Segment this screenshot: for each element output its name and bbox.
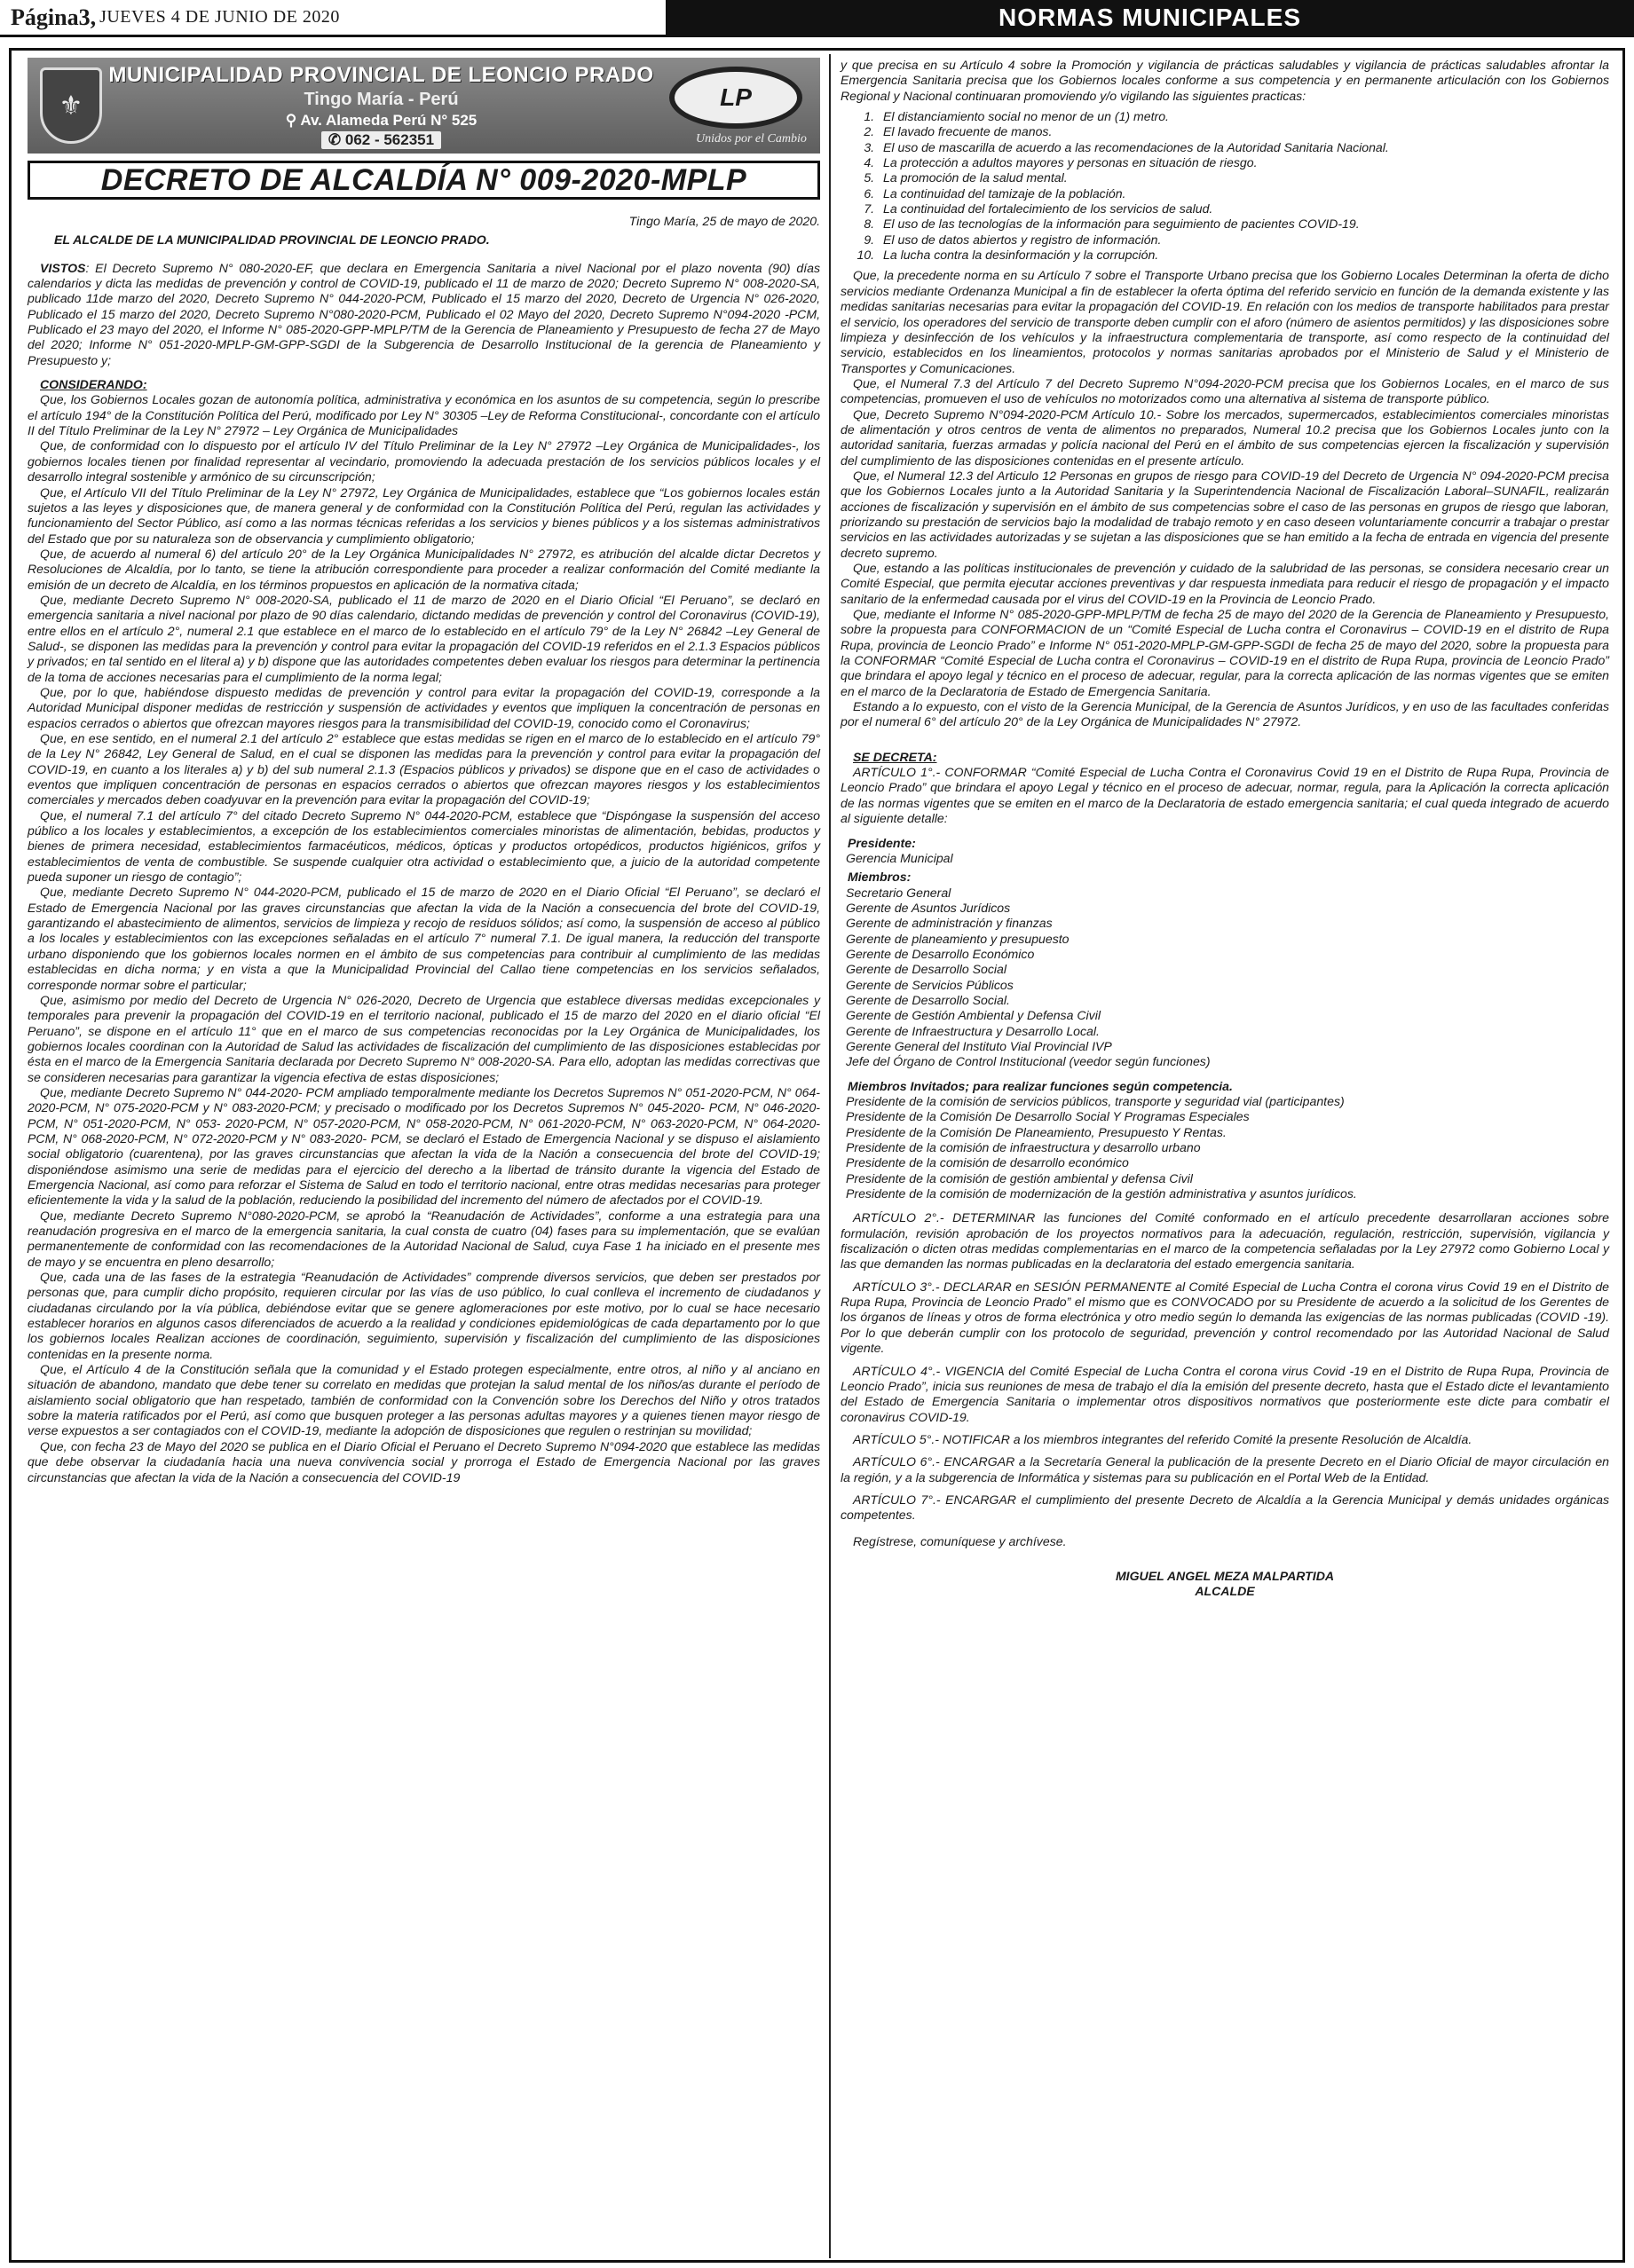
invitado-item: Presidente de la comisión de servicios públicos, transporte y seguridad vial (participantes) — [846, 1094, 1345, 1108]
miembros-heading: Miembros: — [848, 870, 912, 885]
considerando-paragraph: Que, el Numeral 12.3 del Articulo 12 Personas en grupos de riesgo para COVID-19 del Decreto de Urgencia N° 094-2020-PCM precisa que los Gobiernos Locales junto a la Autoridad Sanitaria y la Superintendencia Nacional de Fiscalización Laboral–SUNAFIL, realizarán acciones de fiscalización y supervisión en el ámbito de sus competencias sobre el caso de las personas en grupos de riesgo que laboran, priorizando su prestación de servicios bajo la modalidad de trabajo remoto y en caso deseen voluntariamente concurrir a trabajar o prestar servicios en las actividades autorizadas y se sujetan a las disposiciones que se han emitido a la fecha de entrada en vigencia del presente decreto supremo. — [841, 468, 1609, 560]
miembro-item: Gerente de Desarrollo Social — [846, 962, 1006, 977]
signature-block — [841, 1569, 1609, 1600]
miembro-item: Gerente de Asuntos Jurídicos — [846, 900, 1011, 915]
lp-logo-ring: LP — [669, 67, 802, 129]
practice-item: 7. La continuidad del fortalecimiento de los servicios de salud. — [878, 201, 1609, 217]
miembro-item: Jefe del Órgano de Control Institucional (veedor según funciones) — [846, 1054, 1211, 1069]
practice-item: 10. La lucha contra la desinformación y la corrupción. — [878, 248, 1609, 263]
presidente-value — [841, 851, 1609, 866]
presidente-heading: Presidente: — [848, 835, 916, 850]
miembro-item: Gerente de administración y finanzas — [846, 916, 1053, 931]
miembro-item: Secretario General — [846, 885, 951, 900]
article-item: ARTÍCULO 7°.- ENCARGAR el cumplimiento del presente Decreto de Alcaldía a la Gerencia Municipal y demás unidades orgánicas competentes. — [841, 1492, 1609, 1523]
practice-item: 1. El distanciamiento social no menor de un (1) metro. — [878, 109, 1609, 124]
considerando-paragraph: Que, estando a las políticas institucionales de prevención y cuidado de la salubridad de las personas, se considera necesario crear un Comité Especial, que permita ejecutar acciones preventivas y dar respuesta inmediata para reducir el riesgo de propagación y el impacto sanitario de la enfermedad causada por el virus del COVID-19 en la Provincia de Leoncio Prado. — [841, 561, 1609, 606]
column-divider — [829, 54, 831, 2258]
banner-title: MUNICIPALIDAD PROVINCIAL DE LEONCIO PRADO — [108, 62, 654, 87]
miembro-item: Gerente de Desarrollo Social. — [846, 992, 1010, 1007]
decree-title: DECRETO DE ALCALDÍA N° 009-2020-MPLP — [28, 161, 820, 200]
considerando-paragraph: Que, la precedente norma en su Artículo 7 sobre el Transporte Urbano precisa que los Gobierno Locales Determinan la oferta de dicho servicios mediante Ordenanza Municipal a fin de establecer la oferta óptima del referido servicio en función de la demanda existente y las medidas sanitarias necesarias para evitar la propagación del COVID-19. En relación con los medios de transporte habilitados para prestar el servicio, los operadores del servicio de transporte deben cumplir con el aforo (número de asientos permitidos) y las disposiciones sobre limpieza y desinfección de los vehículos y la infraestructura complementaria de transporte, así como respecto de la continuidad del servicio, establecidos en los lineamientos, protocolos y normas sanitarias aprobados por el Ministerio de Salud y el Ministerio de Transportes y Comunicaciones. — [841, 268, 1609, 375]
article-1: ARTÍCULO 1°.- CONFORMAR “Comité Especial de Lucha Contra el Coronavirus Covid 19 en el Distrito de Rupa Rupa, Provincia de Leoncio Prado” que brindara el apoyo Legal y técnico en el proceso de adecuar, normar, regula, para la Aplicación la correcta aplicación de las normas vigentes que se emiten en el marco de la Declaratoria de estado emergencia sanitaria; el cual queda integrado de acuerdo al siguiente detalle: — [841, 765, 1609, 826]
considerando-paragraph: Que, por lo que, habiéndose dispuesto medidas de prevención y control para evitar la propagación del COVID-19, corresponde a la Autoridad Municipal disponer medidas de restricción y suspensión de actividades y eventos que impliquen la concentración de personas en espacios cerrados o abiertos que ofrezcan mayores riesgos para la transmisibilidad del COVID-19, conocido como el Coronavirus; — [28, 684, 820, 730]
considerando-paragraph: Que, con fecha 23 de Mayo del 2020 se publica en el Diario Oficial el Peruano el Decreto Supremo N°094-2020 que establece las medidas que debe observar la ciudadanía hacia una nueva convivencia social y prorroga el Estado de Emergencia Nacional por las graves circunstancias que afectan la vida de la Nación a consecuencia del COVID-19 — [28, 1438, 820, 1484]
invitado-item: Presidente de la comisión de gestión ambiental y defensa Civil — [846, 1170, 1193, 1185]
considerando-paragraph: Que, cada una de las fases de la estrategia “Reanudación de Actividades” comprende diversos servicios, que deben ser prestados por personas que, para cumplir dicho propósito, requieren circular por las vías de uso público, lo cual conlleva el incremento de ciudadanos y ciudadanas circulando por la vía pública, debiéndose evitar que se genere aglomeraciones por este motivo, por lo cual se hace necesario establecer horarios en algunos casos diferenciados de acuerdo a la realidad y condiciones epidemiológicas de cada departamento por lo que los gobiernos locales Realizan acciones de coordinación, seguimiento, supervisión y fiscalización del cumplimiento de las disposiciones contenidas en la presente norma. — [28, 1270, 820, 1361]
article-item: ARTÍCULO 3°.- DECLARAR en SESIÓN PERMANENTE al Comité Especial de Lucha Contra el corona virus Covid 19 en el Distrito de Rupa Rupa, Provincia de Leoncio Prado” el mismo que es CONVOCADO por su Presidente de acuerdo a la solicitud de los Gerentes de los órganos de líneas y otros de forma electrónica y otro medio según lo demanda las exigencias de las normas publicadas (COVID -19). Por lo que deberán cumplir con los protocolo de seguridad, prevención y control recomendado por las Autoridad Nacional de Salud vigente. — [841, 1279, 1609, 1356]
considerando-paragraph: Que, de acuerdo al numeral 6) del artículo 20° de la Ley Orgánica Municipalidades N° 27972, es atribución del alcalde dictar Decretos y Resoluciones de Alcaldía, por lo tanto, se tiene la atribución correspondiente para proceder a realizar conformación del Comité mediante la emisión de un decreto de Alcaldía, en los términos propuestos en aplicación de la normativa citada; — [28, 546, 820, 592]
considerando-paragraph: Que, mediante Decreto Supremo N° 008-2020-SA, publicado el 11 de marzo de 2020 en el Diario Oficial “El Peruano”, se declaró en emergencia sanitaria a nivel nacional por plazo de 90 días calendario, dictando medidas de prevención y control del Coronavirus (COVID-19), entre ellos en el artículo 2°, numeral 2.1 que establece en el marco de lo establecido en el artículo 79° de la Ley N° 26842 –Ley General de Salud-, se disponen las medidas para la prevención y control para evitar la propagación del COVID-19 referidos en el 2.1.3 Espacios públicos y privados; en tal sentido en el literal a) y b) dispone que las autoridades competentes deben evaluar los riesgos para determinar la pertinencia de la toma de acciones necesarias para el cumplimiento de la norma legal; — [28, 592, 820, 684]
banner-text — [102, 63, 660, 149]
considerando-paragraph: Que, el Numeral 7.3 del Artículo 7 del Decreto Supremo N°094-2020-PCM precisa que los Gobiernos Locales, en el marco de sus competencias, promueven el uso de vehículos no motorizados como una alternativa al sistema de transporte público. — [841, 375, 1609, 406]
considerando-paragraph: Que, el numeral 7.1 del artículo 7° del citado Decreto Supremo N° 044-2020-PCM, establece que “Dispóngase la suspensión del acceso público a los locales y establecimientos, a excepción de los establecimientos comerciales minoristas de alimentación, bebidas, productos y bienes de primera necesidad, establecimientos farmacéuticos, médicos, ópticas y productos ortopédicos, productos higiénicos, grifos y establecimientos de venta de combustible. Se suspende cualquier otra actividad o establecimiento que, a juicio de la autoridad competente pueda suponer un riesgo de contagio”; — [28, 807, 820, 885]
closing-formula: Regístrese, comuníquese y archívese. — [853, 1533, 1067, 1548]
left-column — [28, 58, 820, 1485]
issuer-line: EL ALCALDE DE LA MUNICIPALIDAD PROVINCIAL DE LEONCIO PRADO. — [54, 232, 490, 248]
right-column — [841, 58, 1609, 1600]
articles-list — [841, 1210, 1609, 1523]
considerando-paragraph: Que, el Artículo 4 de la Constitución señala que la comunidad y el Estado protegen especialmente, entre otros, al niño y al anciano en situación de abandono, mandato que debe tener su correlato en medidas que protejan la salud mental de los niños/as durante el período de aislamiento social obligatorio que han respetado, también de conformidad con la Convención sobre los Derechos del Niño y otros tratados sobre la materia ratificados por el Perú, así como que busquen proteger a las personas adultas mayores y a quienes tienen mayor riesgo de verse expuestos a ser contagiados con el COVID-19, mediante la adopción de disposiciones que regulen o restrinjan su movilidad; — [28, 1362, 820, 1438]
banner-phone-text: 062 - 562351 — [344, 130, 435, 148]
considerando-paragraph: Que, el Artículo VII del Título Preliminar de la Ley N° 27972, Ley Orgánica de Municipalidades, establece que “Los gobiernos locales están sujetos a las leyes y disposiciones que, de manera general y de conformidad con la Constitución Política del Perú, regulan las actividades y funcionamiento del Sector Público, así como a las normas técnicas referidas a los servicios y bienes públicos y a los sistemas administrativos del Estado que por su naturaleza son de observancia y cumplimiento obligatorio; — [28, 484, 820, 546]
practices-list — [878, 109, 1609, 263]
considerando-paragraph: Que, en ese sentido, en el numeral 2.1 del artículo 2° establece que estas medidas se rigen en el marco de lo establecido en el artículo 79° de la Ley N° 26842, Ley General de Salud, en el cual se disponen las medidas para la prevención y control para evitar la propagación del COVID-19, en cuanto a los literales a) y b) del sub numeral 2.1.3 (Espacios públicos y privados) se dispone que en el caso de actividades o eventos que impliquen concentración de personas en espacios cerrados o abiertos que ofrezcan mayores riesgos y los establecimientos comerciales y mercados deben coadyuvar en la prevención para evitar la propagación del COVID-19; — [28, 731, 820, 807]
considerando-paragraphs — [28, 392, 820, 1484]
banner-phone — [321, 131, 441, 149]
vistos-paragraph — [28, 261, 820, 368]
practice-item: 3. El uso de mascarilla de acuerdo a las recomendaciones de la Autoridad Sanitaria Nacional. — [878, 140, 1609, 155]
invitados-heading: Miembros Invitados; para realizar funciones según competencia. — [848, 1078, 1233, 1093]
considerando-paragraph: Que, los Gobiernos Locales gozan de autonomía política, administrativa y económica en los asuntos de su competencia, según lo prescribe el artículo 194° de la Constitución Política del Perú, modificado por Ley N° 30305 –Ley de Reforma Constitucional-, concordante con el artículo II del Título Preliminar de la Ley N° 27972 – Ley Orgánica de Municipalidades — [28, 392, 820, 438]
invitado-item: Presidente de la comisión de modernización de la gestión administrativa y asuntos jurídicos. — [846, 1186, 1357, 1201]
page-number: Página3, — [11, 4, 97, 30]
vistos-text: : El Decreto Supremo N° 080-2020-EF, que declara en Emergencia Sanitaria a nivel Nacional por el plazo noventa (90) días calendarios y dicta las medidas de prevención y control de COVID-19, publicado el 11 de marzo de 2020; Decreto Supremo N° 008-2020-SA, publicado 11de marzo del 2020, Decreto Supremo N° 044-2020-PCM, Publicado el 15 marzo del 2020, Decreto de Urgencia N° 026-2020, Publicado el 15 marzo del 2020, Decreto Supremo N°080-2020-PCM, Publicado el 02 Mayo del 2020, Decreto Supremo N°094-2020 -PCM, Publicado el 23 mayo del 2020, el Informe N° 085-2020-GPP-MPLP/TM de la Gerencia de Planeamiento y Presupuesto de fecha 27 de Mayo del 2020; Informe N° 051-2020-MPLP-GM-GPP-SGDI de la Subgerencia de Desarrollo Institucional de la gerencia de Planeamiento y Presupuesto y; — [28, 260, 820, 367]
considerando-paragraph: Que, mediante Decreto Supremo N°080-2020-PCM, se aprobó la “Reanudación de Actividades”, conforme a una estrategia para una reanudación progresiva en el marco de la emergencia sanitaria, la cual consta de cuatro (04) fases para su implementación, que se evalúan permanentemente de conformidad con las recomendaciones de la Autoridad Nacional de Salud, cuya Fase 1 ha iniciado en el presente mes de mayo y se encuentra en pleno desarrollo; — [28, 1208, 820, 1269]
miembro-item: Gerente de planeamiento y presupuesto — [846, 931, 1070, 946]
considerando-paragraph: Que, Decreto Supremo N°094-2020-PCM Artículo 10.- Sobre los mercados, supermercados, establecimientos comerciales minoristas de alimentación y otros centros de venta de alimentos no preparados, Numeral 10.2 precisa que los Gobiernos Locales junto con la autoridad sanitaria, fuerzas armadas y policía nacional del Perú en el ámbito de sus competencias ejercen la fiscalización y supervisión del cumplimiento de las disposiciones contenidas en el presente artículo. — [841, 406, 1609, 468]
article-item: ARTÍCULO 6°.- ENCARGAR a la Secretaría General la publicación de la presente Decreto en el Diario Oficial de mayor circulación en la región, y a la subgerencia de Informática y sistemas para su publicación en el Portal Web de la Entidad. — [841, 1454, 1609, 1484]
right-paragraphs — [841, 268, 1609, 729]
practices-intro: y que precisa en su Artículo 4 sobre la Promoción y vigilancia de prácticas saludables y vigilancia de prácticas saludables afrontar la Emergencia Sanitaria precisa que los Gobiernos locales conforme a sus competencia y en permanente articulación con los Gobiernos Regional y Nacional continuaran promoviendo y/o vigilando las siguientes practicas: — [841, 58, 1609, 103]
invitado-item: Presidente de la comisión de desarrollo económico — [846, 1155, 1129, 1170]
invitado-item: Presidente de la comisión de infraestructura y desarrollo urbano — [846, 1140, 1201, 1155]
miembro-item: Gerente de Servicios Públicos — [846, 977, 1014, 992]
banner-city: Tingo María - Perú — [304, 89, 459, 109]
considerando-paragraph: Que, mediante Decreto Supremo N° 044-2020- PCM ampliado temporalmente mediante los Decretos Supremos N° 051-2020-PCM, N° 064-2020-PCM, N° 075-2020-PCM y N° 083-2020-PCM; y precisado o modificado por los Decretos Supremos N° 045-2020- PCM, N° 046-2020-PCM, N° 051-2020-PCM, N° 053- 2020-PCM, N° 057-2020-PCM, N° 058-2020-PCM, N° 061-2020-PCM, N° 063-2020-PCM, N° 064-2020-PCM, N° 068-2020-PCM, N° 072-2020-PCM y N° 083-2020- PCM, se declaró el Estado de Emergencia Nacional y se dispuso el aislamiento social obligatorio (cuarentena), por las graves circunstancias que afectan la vida de la Nación a consecuencia del brote del COVID-19; disponiéndose asimismo una serie de medidas para el ejercicio del derecho a la libertad de tránsito durante la vigencia del Estado de Emergencia Nacional, así como para reforzar el Sistema de Salud en todo el territorio nacional, entre otras medidas necesarias para proteger eficientemente la vida y la salud de la población, reduciendo la posibilidad del incremento del número de afectados por el COVID-19. — [28, 1084, 820, 1208]
miembro-item: Gerente de Infraestructura y Desarrollo Local. — [846, 1023, 1100, 1038]
considerando-paragraph: Estando a lo expuesto, con el visto de la Gerencia Municipal, de la Gerencia de Asuntos Jurídicos, y en uso de las facultades conferidas por el numeral 6° del artículo 20° de la Ley Orgánica de Municipalidades N° 27972. — [841, 699, 1609, 729]
considerando-paragraph: Que, mediante Decreto Supremo N° 044-2020-PCM, publicado el 15 de marzo de 2020 en el Diario Oficial “El Peruano”, se declaró el Estado de Emergencia Nacional por las graves circunstancias que afectan la vida de la Nación a consecuencia del brote del COVID-19, garantizando el abastecimiento de alimentos, servicios de limpieza y recojo de residuos sólidos; así como, la suspensión de acceso al público a los locales y establecimientos con las excepciones señaladas en el artículo 7° numeral 7.1. De igual manera, la reducción del transporte urbano disponiendo que los gobiernos locales normen en el ámbito de sus competencias para contribuir al cumplimiento de las medidas establecidas en dicha norma; y en vista a que la Municipalidad Provincial del Callao tiene competencias en los servicios señalados, corresponde normar sobre el particular; — [28, 885, 820, 992]
banner-address — [102, 112, 660, 130]
section-title: NORMAS MUNICIPALES — [666, 0, 1634, 35]
vistos-label: VISTOS — [40, 260, 86, 275]
page-header — [0, 0, 1634, 37]
banner-address-text: Av. Alameda Perú N° 525 — [300, 111, 478, 129]
right-body — [841, 58, 1609, 1600]
considerando-label: CONSIDERANDO — [40, 377, 143, 392]
practice-item: 2. El lavado frecuente de manos. — [878, 124, 1609, 139]
considerando-paragraph: Que, mediante el Informe N° 085-2020-GPP-MPLP/TM de fecha 25 de mayo del 2020 de la Gerencia de Planeamiento y Presupuesto, sobre la propuesta para CONFORMACION de un “Comité Especial de Lucha contra el Coronavirus – COVID-19 en el distrito de Rupa Rupa, provincia de Leoncio Prado” e Informe N° 051-2020-MPLP-GM-GPP-SGDI de fecha 25 de mayo del 2020, sobre la propuesta para la CONFORMAR “Comité Especial de Lucha contra el Coronavirus – COVID-19 en el distrito de Rupa Rupa, provincia de Leoncio Prado” que brindara el apoyo legal y técnico en el proceso de adecuar, regular, para la correcta aplicación de las normas vigentes que se emiten en el marco de la Declaratoria de Estado de Emergencia Sanitaria. — [841, 607, 1609, 698]
practice-item: 4. La protección a adultos mayores y personas en situación de riesgo. — [878, 155, 1609, 170]
page-header-left — [0, 0, 666, 35]
article-item: ARTÍCULO 4°.- VIGENCIA del Comité Especial de Lucha Contra el corona virus Covid -19 en el Distrito de Rupa Rupa, Provincia de Leoncio Prado”, inicia sus reuniones de mesa de trabajo el día la emisión del presente decreto, hasta que el Estado dicte el levantamiento del Estado de Emergencia Sanitaria o implementar otros dispositivos normativos que posteriormente este dicte para combatir el coronavirus COVID-19. — [841, 1363, 1609, 1424]
se-decreta-heading: SE DECRETA: — [853, 749, 937, 764]
signer-name: MIGUEL ANGEL MEZA MALPARTIDA — [1115, 1568, 1335, 1583]
article-item: ARTÍCULO 2°.- DETERMINAR las funciones del Comité conformado en el artículo precedente desarrollaran acciones sobre formulación, revisión aprobación de los proyectos normativos para la adecuación, regulación, restricción, supervisión, vigilancia y fiscalización o dicten otras medidas complementarias en el marco de la competencia señaladas por la Ley 27972 como Gobierno Local y las que demanden las normas publicadas en la declaratoria del estado emergencia sanitaria. — [841, 1210, 1609, 1272]
presidente-item: Gerencia Municipal — [846, 850, 953, 865]
miembros-list — [841, 886, 1609, 1070]
miembro-item: Gerente General del Instituto Vial Provincial IVP — [846, 1038, 1112, 1053]
place-date: Tingo María, 25 de mayo de 2020. — [628, 214, 820, 228]
considerando-heading: CONSIDERANDO: — [40, 377, 147, 392]
practice-item: 9. El uso de datos abiertos y registro de información. — [878, 232, 1609, 248]
invitado-item: Presidente de la Comisión De Planeamiento, Presupuesto Y Rentas. — [846, 1124, 1227, 1139]
article-item: ARTÍCULO 5°.- NOTIFICAR a los miembros integrantes del referido Comité la presente Resolución de Alcaldía. — [853, 1431, 1472, 1446]
invitado-item: Presidente de la Comisión De Desarrollo Social Y Programas Especiales — [846, 1109, 1250, 1124]
publication-date: JUEVES 4 DE JUNIO DE 2020 — [99, 7, 340, 27]
crest-icon: ⚜ — [40, 67, 102, 144]
article-frame — [9, 48, 1625, 2263]
practice-item: 5. La promoción de la salud mental. — [878, 170, 1609, 185]
phone-icon: ✆ — [328, 130, 345, 148]
considerando-paragraph: Que, asimismo por medio del Decreto de Urgencia N° 026-2020, Decreto de Urgencia que establece diversas medidas excepcionales y temporales para prevenir la propagación del COVID-19 en el territorio nacional, publicado el 15 de marzo del 2020 en el diario oficial “El Peruano”, se dispone en el artículo 11° que en el marco de sus competencias reconocidas por la Ley Orgánica de Municipalidades, los gobiernos locales coordinan con la Autoridad de Salud las actividades de fiscalización del cumplimiento de las disposiciones establecidas por ésta en el marco de la Emergencia Sanitaria declarada por Decreto Supremo N° 008-2020-SA. Para ello, adoptan las medidas correctivas que se consideren necesarias para garantizar la vigencia efectiva de estas disposiciones; — [28, 992, 820, 1084]
signer-title: ALCALDE — [1195, 1584, 1255, 1599]
miembro-item: Gerente de Gestión Ambiental y Defensa Civil — [846, 1008, 1101, 1023]
lp-logo — [660, 61, 811, 150]
practice-item: 6. La continuidad del tamizaje de la población. — [878, 186, 1609, 201]
left-body — [28, 214, 820, 1485]
logo-slogan: Unidos por el Cambio — [696, 132, 807, 146]
invitados-list — [841, 1094, 1609, 1201]
municipality-banner — [28, 58, 820, 154]
practice-item: 8. El uso de las tecnologías de la información para seguimiento de pacientes COVID-19. — [878, 217, 1609, 232]
miembro-item: Gerente de Desarrollo Económico — [846, 946, 1035, 961]
location-pin-icon: ⚲ — [285, 111, 301, 129]
considerando-paragraph: Que, de conformidad con lo dispuesto por el artículo IV del Título Preliminar de la Ley N° 27972 –Ley Orgánica de Municipalidades-, los gobiernos locales tienen por finalidad representar al vecindario, promoviendo la adecuada prestación de los servicios públicos locales y el desarrollo integral sostenible y armónico de su circunscripción; — [28, 438, 820, 484]
